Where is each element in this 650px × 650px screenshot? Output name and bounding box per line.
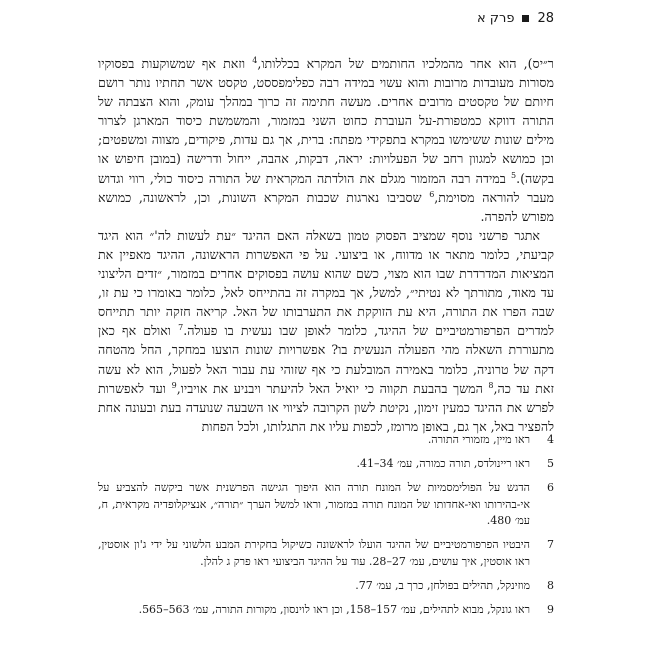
paragraph-text: וזאת אף שמשוקעות בפסוקיו מסורות מעובדות מרובות והוא עשוי במידה רבה כפלימפססט, טקסט אשר תחתיו נותר רושם חיותם של טקסטים מרובים אחרים. מעשה חתימה זה כרוך במהלך עומק, והוא הצבתה של התורה דווקא כמטפורת-על העוברת כחוט השני במזמור, והמשמשת כיסוד המארגן לצרור מילים שונות ששימשו במקרא בתפקידי מפתח: ברית, אך גם עדות, פיקודים, מצווה ומשפטים; וכן כמושא למגוון רחב של הפעלויות: יראה, דבקות, אהבה, ייחול ודרישה (במובן חיפוש או בקשה). [98, 56, 554, 186]
paragraph-text: במידה רבה המזמור מגלם את הולדתה המקראית של התורה כיסוד כולי, רווי וגדוש מעבר להוראה מסוימת, [98, 170, 554, 205]
footnote-text: ראו גונקל, מבוא לתהילים, עמ׳ 157–158, וכן ראו לוינסון, מקורות התורה, עמ׳ 563–565. [138, 603, 530, 617]
footnote-number: 7 [547, 538, 554, 552]
footnote [98, 578, 554, 595]
footnote-number: 9 [547, 603, 554, 617]
footnote-text: הדגש על הפולימסמיות של המונח תורה הוא היפוך הגישה הפרשנית אשר ביקשה להצביע על אי-בהירותו ואי-אחדותו של המונח תורה במזמור, וראו למשל הערך ״תורה״, אנציקלופדיה מקראית, ח, עמ׳ 480. [98, 481, 530, 528]
footnote [98, 480, 554, 530]
footnote-number: 8 [547, 579, 554, 593]
footnote [98, 456, 554, 473]
paragraph-text: שסביבו נארגות שכבות המקרא השונות, וכן, לראשונה, כמושא מפורש להפרה. [98, 189, 554, 224]
paragraph-text: אתגר פרשני נוסף שמציב הפסוק טמון בשאלה האם ההיגד ״עת לעשות לה'״ הוא היגד קביעתי, כלומר מתאר או מדווח, או ביצועי. על פי האפשרות הראשונה, ההיגד מאפיין את המציאות המדרדרת שבו הוא מצוי, כשם שהוא עושה בפסוקים אחרים במזמור, ״זדים הליצוני עד מאוד, מתורתך לא נטיתי״, למשל, אך במקרה זה בהתייחס לאל, כלומר באומרו כי עת זו, שבה הפרו את התורה, היא עת הזוקקת את התערבותו של האל. קריאה חזקה יותר תתייחס למדרים הפרפורמטיביים של ההיגד, כלומר לאופן שבו נעשית בו פעולה. [98, 227, 554, 339]
footnote-text: מוזינקל, תהילים בפולחן, כרך ב, עמ׳ 77. [355, 579, 530, 593]
footnote [98, 537, 554, 570]
footnote-ref[interactable]: 4 [252, 55, 258, 65]
footnote-number: 6 [547, 481, 554, 495]
paragraph-1 [98, 54, 554, 226]
page-number: 28 [537, 10, 554, 26]
chapter-title: פרק א [476, 10, 515, 26]
square-bullet-icon [522, 15, 529, 22]
footnote [98, 602, 554, 619]
footnote-text: ראו ריינולדס, תורה כמורה, עמ׳ 34–41. [356, 457, 530, 471]
footnote [98, 432, 554, 449]
paragraph-text: המשך בהבעת תקווה כי יואיל האל להיעתר ויבניע את אויביו, [176, 380, 489, 396]
footnote-number: 5 [547, 457, 554, 471]
footnote-ref[interactable]: 8 [488, 380, 494, 390]
paragraph-2 [98, 226, 554, 436]
paragraph-text: ועד לאפשרות לפרש את ההיגד כמעין זימון, נקיטת לשון הקרובה לציווי או השבעה שנועדה בעת ובעונה אחת להפציר באל, אך גם, באופן מרומז, לכפות עליו את התגלותו, ולכל הפחות [98, 380, 554, 434]
footnote-ref[interactable]: 6 [429, 189, 435, 199]
paragraph-text: ואולם אף כאן מתעוררת השאלה מהי הפעולה הנעשית בו? אפשרויות שונות הוצעו במחקר, החל מהטחה דקה של טרוניה, כלומר באמירה המובלעת כי אף שזוהי עת עבור האל לפעול, הוא לא עשה זאת עד כה, [98, 323, 554, 396]
footnote-ref[interactable]: 7 [178, 323, 184, 333]
footnote-text: ראו מיין, מזמורי התורה. [427, 433, 530, 446]
footnotes [98, 432, 554, 626]
footnote-ref[interactable]: 9 [171, 380, 177, 390]
running-head [96, 8, 554, 28]
footnote-number: 4 [547, 433, 554, 446]
paragraph-text: ר״יס), הוא אחר מהמלכיו החותמים של המקרא בכללותו, [257, 56, 554, 71]
footnote-ref[interactable]: 5 [511, 170, 517, 180]
footnote-text: היבטיו הפרפורמטיביים של ההיגד הועלו לראשונה כשיקול בחקירת המבע הלשוני על ידי ג'ון אוסטין, ראו אוסטין, איך עושים, עמ׳ 27–28. עוד על ההיגד הביצועי ראו פרק ג להלן. [98, 538, 530, 569]
body-text [98, 54, 554, 436]
